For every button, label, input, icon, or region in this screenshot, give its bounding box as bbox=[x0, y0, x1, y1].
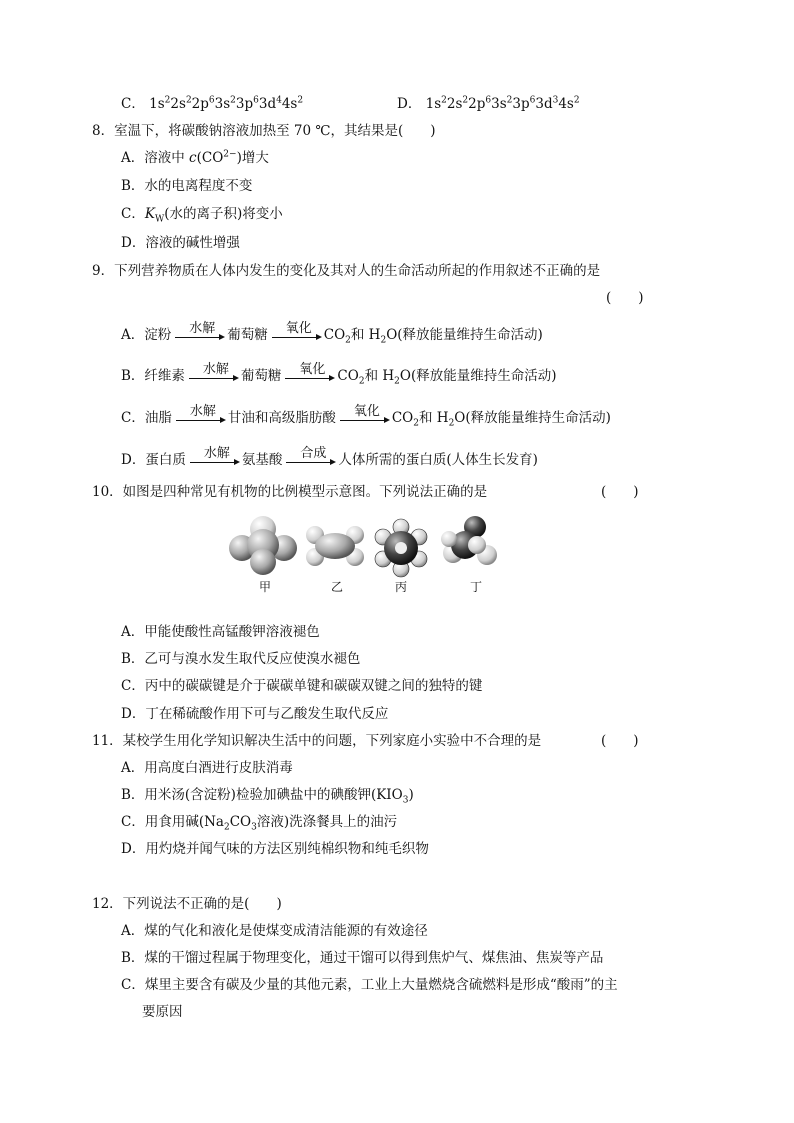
reaction-arrow: 氧化 bbox=[270, 325, 322, 345]
q9-option-d: D．蛋白质 水解 氨基酸 合成 人体所需的蛋白质(人体生长发育) bbox=[121, 446, 538, 468]
reaction-arrow: 氧化 bbox=[338, 408, 390, 428]
q11-option-d: D．用灼烧并闻气味的方法区别纯棉织物和纯毛织物 bbox=[121, 841, 429, 857]
q8-option-a: A．溶液中 $c(CO^{2-})$增大 bbox=[121, 149, 269, 166]
q8-option-d: D．溶液的碱性增强 bbox=[121, 235, 240, 251]
benzene-model bbox=[375, 519, 427, 577]
molecule-models-figure bbox=[225, 515, 525, 580]
q10-option-a: A．甲能使酸性高锰酸钾溶液褪色 bbox=[121, 624, 320, 640]
q9-option-b: B．纤维素 水解 葡萄糖 氧化 $CO_2$和 $H_2O$(释放能量维持生命活动) bbox=[121, 362, 557, 387]
q7-option-d: D． $1s^22s^22p^63s^23p^63d^34s^2$ bbox=[397, 95, 580, 112]
reaction-arrow: 水解 bbox=[174, 408, 226, 428]
ethylene-model bbox=[306, 526, 364, 566]
q10-answer-paren: ( ) bbox=[601, 484, 639, 500]
q11-answer-paren: ( ) bbox=[601, 733, 639, 749]
q11-option-a: A．用高度白酒进行皮肤消毒 bbox=[121, 760, 293, 776]
q9-stem: 9．下列营养物质在人体内发生的变化及其对人的生命活动所起的作用叙述不正确的是 bbox=[92, 263, 601, 279]
q8-option-b: B．水的电离程度不变 bbox=[121, 178, 253, 194]
q12-option-c-line2: 要原因 bbox=[142, 1004, 183, 1020]
reaction-arrow: 合成 bbox=[284, 450, 336, 470]
q11-option-c: C．用食用碱($Na_2CO_3$溶液)洗涤餐具上的油污 bbox=[121, 814, 398, 833]
molecule-label-jia: 甲 bbox=[259, 580, 272, 594]
reaction-arrow: 氧化 bbox=[283, 366, 335, 386]
q8-stem: 8．室温下，将碳酸钠溶液加热至 70 ℃，其结果是( ) bbox=[92, 123, 436, 139]
q7-option-c: C． $1s^22s^22p^63s^23p^63d^44s^2$ bbox=[121, 95, 304, 112]
q8-option-c: C．$K_W$(水的离子积)将变小 bbox=[121, 206, 283, 225]
q12-option-b: B．煤的干馏过程属于物理变化，通过干馏可以得到焦炉气、煤焦油、焦炭等产品 bbox=[121, 950, 604, 966]
q12-stem: 12．下列说法不正确的是( ) bbox=[92, 896, 282, 912]
q9-answer-paren: ( ) bbox=[606, 290, 644, 306]
q10-option-c: C．丙中的碳碳键是介于碳碳单键和碳碳双键之间的独特的键 bbox=[121, 678, 483, 694]
methane-model bbox=[229, 516, 297, 575]
q10-stem: 10．如图是四种常见有机物的比例模型示意图。下列说法正确的是 bbox=[92, 484, 488, 500]
q10-option-d: D．丁在稀硫酸作用下可与乙酸发生取代反应 bbox=[121, 706, 389, 722]
reaction-arrow: 水解 bbox=[188, 450, 240, 470]
q12-option-a: A．煤的气化和液化是使煤变成清洁能源的有效途径 bbox=[121, 923, 428, 939]
molecule-label-bing: 丙 bbox=[395, 580, 408, 594]
reaction-arrow: 水解 bbox=[173, 325, 225, 345]
ethanol-model bbox=[441, 516, 497, 565]
q9-option-c: C．油脂 水解 甘油和高级脂肪酸 氧化 $CO_2$和 $H_2O$(释放能量维持生命活动) bbox=[121, 404, 611, 429]
q10-option-b: B．乙可与溴水发生取代反应使溴水褪色 bbox=[121, 651, 361, 667]
reaction-arrow: 水解 bbox=[187, 366, 239, 386]
q9-option-a: A．淀粉 水解 葡萄糖 氧化 $CO_2$和 $H_2O$(释放能量维持生命活动) bbox=[121, 321, 543, 346]
q11-stem: 11．某校学生用化学知识解决生活中的问题，下列家庭小实验中不合理的是 bbox=[92, 733, 542, 749]
molecule-label-yi: 乙 bbox=[331, 580, 344, 594]
q12-option-c-line1: C．煤里主要含有碳及少量的其他元素，工业上大量燃烧含硫燃料是形成“酸雨”的主 bbox=[121, 977, 618, 993]
q11-option-b: B．用米汤(含淀粉)检验加碘盐中的碘酸钾$(KIO_3)$ bbox=[121, 787, 414, 806]
molecule-label-ding: 丁 bbox=[470, 580, 483, 594]
